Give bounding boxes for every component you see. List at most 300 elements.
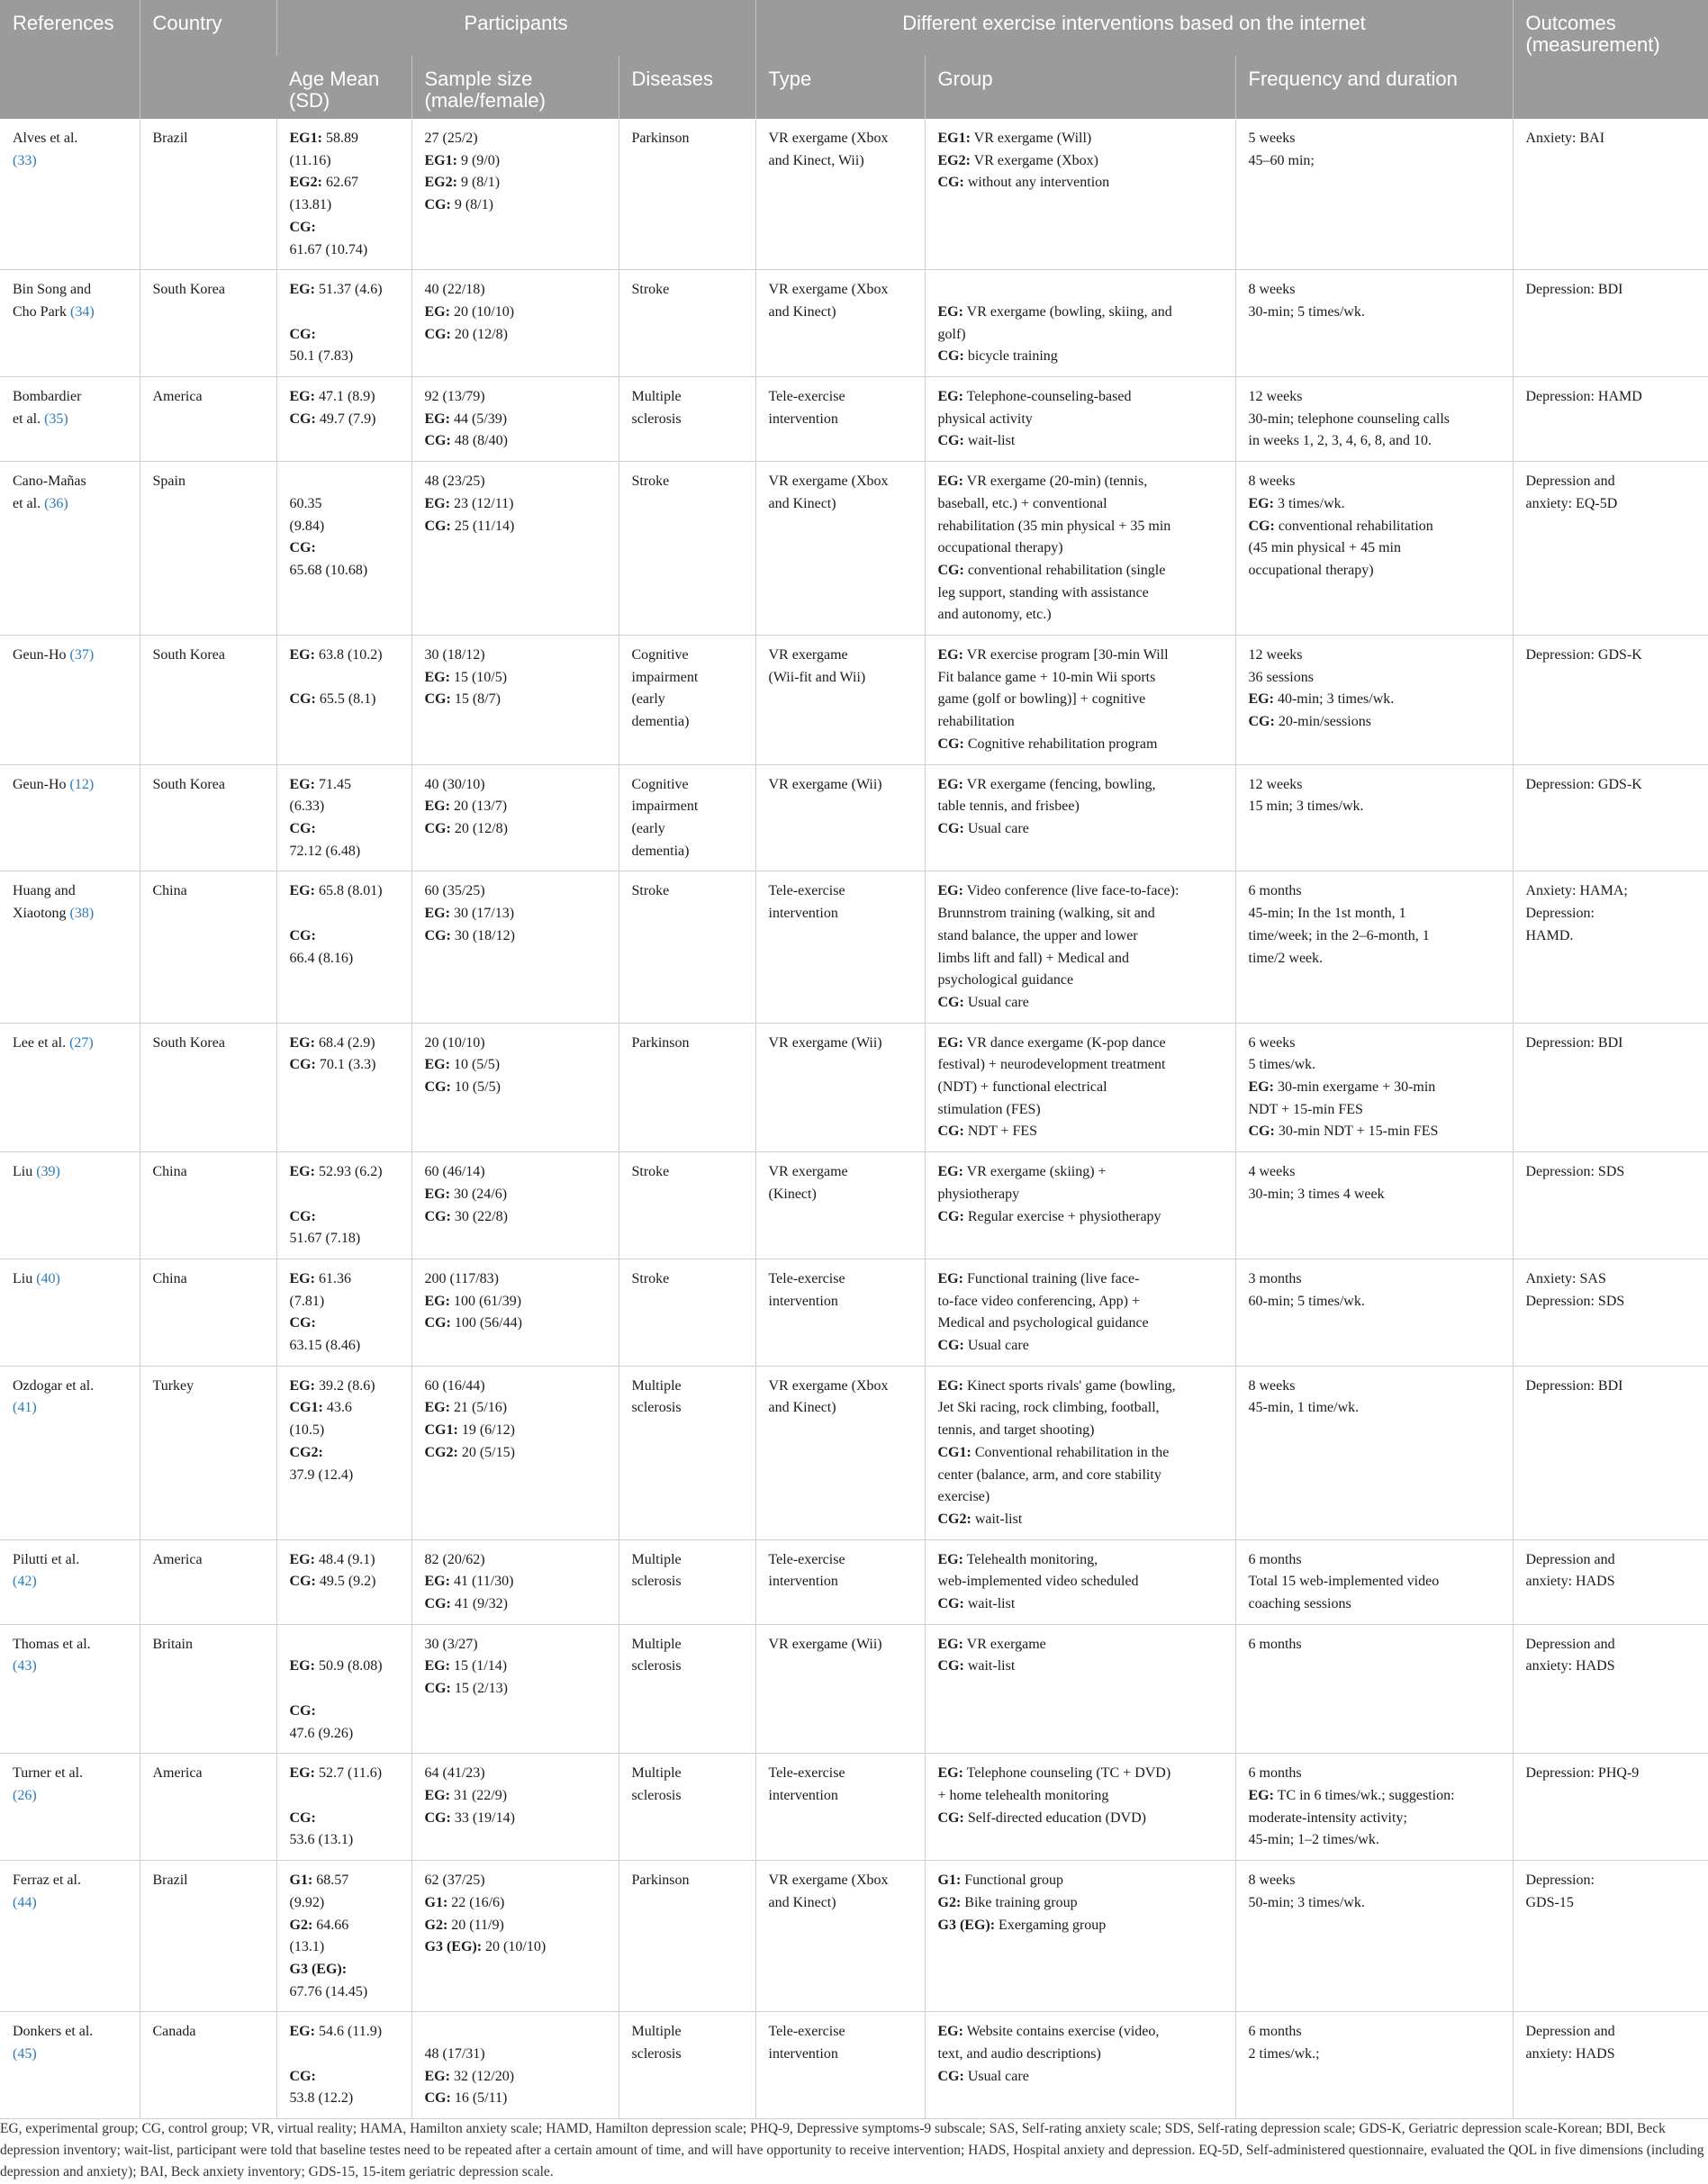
author-text: Cho Park — [13, 303, 70, 320]
intervention-type-cell — [755, 1023, 925, 1152]
group-cell-line — [938, 1892, 1223, 1915]
sample-size-cell-line — [425, 128, 606, 150]
group-cell-line — [938, 471, 1223, 493]
country-cell — [140, 2012, 276, 2119]
group-label: EG: — [424, 1293, 450, 1309]
group-cell-line — [938, 1033, 1223, 1055]
intervention-type-cell-line — [769, 128, 912, 150]
cell-value: 62.67 — [321, 175, 358, 191]
intervention-type-cell — [755, 2012, 925, 2119]
group-label: CG: — [937, 1658, 964, 1674]
citation-link[interactable]: (26) — [13, 1788, 37, 1803]
cell-value: Stroke — [631, 282, 670, 298]
reference-text — [13, 1271, 60, 1286]
frequency-cell-line — [1249, 2044, 1500, 2066]
citation-link[interactable]: (43) — [13, 1658, 37, 1674]
frequency-cell-line — [1249, 1268, 1500, 1291]
frequency-cell-line — [1249, 1549, 1500, 1572]
outcome-cell — [1513, 1152, 1708, 1259]
sample-size-cell-line — [425, 645, 606, 667]
age-cell-line — [290, 1184, 399, 1206]
cell-value: occupational therapy) — [1248, 562, 1374, 578]
country-cell-text: America — [152, 1551, 203, 1567]
cell-value: 20 (10/10) — [424, 1034, 485, 1051]
author-text: Bin Song and — [13, 282, 92, 298]
cell-value: intervention — [768, 906, 838, 922]
group-label: EG: — [289, 1034, 315, 1051]
cell-value: Multiple — [631, 2024, 682, 2040]
frequency-cell-line — [1249, 1397, 1500, 1420]
group-label: EG: — [289, 2024, 315, 2040]
citation-link[interactable]: (36) — [44, 495, 68, 511]
author-text: Alves et al. — [13, 131, 78, 146]
frequency-cell — [1235, 1023, 1513, 1152]
cell-value: 92 (13/79) — [424, 389, 485, 405]
frequency-cell-line — [1249, 645, 1500, 667]
reference-text — [13, 647, 94, 663]
cell-value: 45-min; 1–2 times/wk. — [1248, 1832, 1379, 1848]
outcome-cell-line — [1526, 1549, 1696, 1572]
cell-value: 48 (8/40) — [450, 433, 508, 449]
group-label: CG: — [937, 433, 964, 449]
age-cell — [276, 1624, 411, 1754]
cell-value: 48 (23/25) — [424, 474, 485, 490]
cell-value: + home telehealth monitoring — [937, 1788, 1109, 1803]
cell-value: Fit balance game + 10-min Wii sports — [937, 669, 1156, 685]
sample-size-cell-line — [425, 1870, 606, 1892]
cell-value: Multiple — [631, 389, 682, 405]
cell-value: 4 weeks — [1248, 1164, 1296, 1180]
cell-value: 40-min; 3 times/wk. — [1273, 691, 1395, 708]
cell-value: 50.1 (7.83) — [289, 348, 354, 365]
cell-value: 37.9 (12.4) — [289, 1467, 354, 1483]
sample-size-cell-line — [425, 818, 606, 841]
group-label: CG: — [424, 1681, 451, 1697]
cell-value: Cognitive rehabilitation program — [963, 736, 1158, 752]
age-cell-line — [290, 796, 399, 818]
cell-value: Depression and — [1525, 1551, 1615, 1567]
group-cell-line — [938, 1442, 1223, 1465]
sample-size-cell-line — [425, 386, 606, 409]
table-row — [0, 1624, 1708, 1754]
cell-value: intervention — [768, 1293, 838, 1309]
group-cell-line — [938, 430, 1223, 453]
table-row — [0, 270, 1708, 377]
group-cell-line — [938, 279, 1223, 302]
age-cell-line — [290, 1634, 399, 1656]
sample-size-cell-line — [425, 194, 606, 217]
cell-value: 49.7 (7.9) — [315, 411, 376, 427]
diseases-cell — [619, 764, 755, 871]
citation-link[interactable]: (34) — [70, 303, 95, 320]
group-label: CG: — [424, 1596, 451, 1612]
frequency-cell — [1235, 2012, 1513, 2119]
header-participants: Participants — [276, 0, 755, 56]
reference-text — [13, 282, 95, 320]
group-label: CG: — [937, 994, 964, 1010]
age-cell-line — [290, 1936, 399, 1959]
cell-value: (13.81) — [289, 197, 332, 213]
cell-value: 15 (8/7) — [450, 691, 501, 708]
cell-value: 19 (6/12) — [457, 1422, 515, 1439]
cell-value: VR exergame (20-min) (tennis, — [962, 474, 1148, 490]
sample-size-cell-line — [425, 667, 606, 690]
header-diseases: Diseases — [619, 56, 755, 119]
group-label: CG: — [424, 927, 451, 943]
group-cell — [925, 270, 1235, 377]
age-cell-line — [290, 689, 399, 711]
cell-value: impairment — [631, 669, 699, 685]
age-cell-line — [290, 1442, 399, 1465]
group-label: CG: — [424, 2090, 451, 2107]
cell-value: 47.1 (8.9) — [314, 389, 375, 405]
frequency-cell — [1235, 1259, 1513, 1366]
table-footnote: EG, experimental group; CG, control group; VR, virtual reality; HAMA, Hamilton anxiety scale; HAMD, Hamilton depression scale; PHQ-9, Depressive symptoms-9 subscale; SAS, Self-rating anxiety scale; SDS, Self-rating depression scale; GDS-K, Geriatric depression scale-Korean; BDI, Beck depression inventory; wait-list, participant were told that baseline testes need to be repeated after a certain amount of time, and will have opportunity to receive intervention; HADS, Hospital anxiety and depression. EQ-5D, Self-administered questionnaire, evaluated the QOL in five dimensions (including depression and anxiety); BAI, Beck anxiety inventory; GDS-15, 15-item geriatric depression scale. — [0, 2121, 1704, 2179]
outcome-cell — [1513, 462, 1708, 636]
group-label: EG: — [424, 1658, 450, 1674]
age-cell-line — [290, 1549, 399, 1572]
group-label: CG: — [424, 197, 451, 213]
cell-value: 100 (61/39) — [449, 1293, 522, 1309]
group-label: CG1: — [937, 1444, 971, 1460]
reference-text — [13, 1164, 60, 1179]
group-cell-line — [938, 948, 1223, 970]
sample-size-cell-line — [425, 150, 606, 173]
cell-value: Usual care — [963, 1338, 1029, 1354]
group-cell — [925, 119, 1235, 270]
intervention-type-cell-line — [769, 2044, 912, 2066]
reference-text — [13, 1552, 79, 1590]
outcome-cell-line — [1526, 386, 1696, 409]
age-cell-line — [290, 774, 399, 797]
group-label: CG: — [289, 1809, 316, 1826]
cell-value: Brunnstrom training (walking, sit and — [937, 906, 1155, 922]
cell-value: Usual care — [963, 2068, 1029, 2084]
cell-value: leg support, standing with assistance — [937, 584, 1149, 600]
group-label: CG2: — [424, 1444, 458, 1460]
age-cell-line — [290, 302, 399, 324]
cell-value: Anxiety: BAI — [1525, 131, 1605, 146]
intervention-type-cell — [755, 1624, 925, 1754]
diseases-cell-line — [632, 1397, 743, 1420]
country-cell-text: South Korea — [152, 647, 225, 663]
age-cell-line — [290, 386, 399, 409]
outcome-cell-line — [1526, 279, 1696, 302]
cell-value: VR exergame (Xbox) — [970, 152, 1098, 168]
cell-value: exercise) — [937, 1489, 990, 1505]
country-cell — [140, 377, 276, 462]
cell-value: Usual care — [963, 820, 1029, 836]
citation-link[interactable]: (33) — [13, 152, 37, 168]
outcome-cell — [1513, 2012, 1708, 2119]
frequency-cell-line — [1249, 1033, 1500, 1055]
group-label: EG: — [424, 1574, 450, 1590]
citation-link[interactable]: (41) — [13, 1400, 37, 1416]
frequency-cell — [1235, 1539, 1513, 1624]
cell-value: 2 times/wk.; — [1248, 2046, 1320, 2062]
group-label: EG: — [937, 1034, 963, 1051]
cell-value: intervention — [768, 1788, 838, 1803]
country-cell — [140, 871, 276, 1023]
intervention-type-cell-line — [769, 880, 912, 903]
intervention-type-cell-line — [769, 1184, 912, 1206]
cell-value: 51.37 (4.6) — [314, 282, 383, 298]
cell-value: 61.36 — [314, 1270, 351, 1286]
cell-value: 30 (3/27) — [424, 1636, 478, 1652]
age-cell — [276, 1152, 411, 1259]
frequency-cell — [1235, 119, 1513, 270]
table-row — [0, 1023, 1708, 1152]
group-cell — [925, 1754, 1235, 1861]
country-cell-text: China — [152, 1270, 187, 1286]
cell-value: 65.68 (10.68) — [289, 562, 368, 578]
group-label: EG: — [289, 389, 315, 405]
outcome-cell-line — [1526, 493, 1696, 516]
group-label: EG: — [937, 647, 963, 663]
cell-value: (Wii-fit and Wii) — [768, 669, 866, 685]
cell-value: sclerosis — [631, 2046, 682, 2062]
frequency-cell-line — [1249, 1376, 1500, 1398]
group-label: CG: — [1248, 714, 1275, 730]
sample-size-cell-line — [425, 1785, 606, 1808]
cell-value: table tennis, and frisbee) — [937, 799, 1080, 815]
sample-size-cell-line — [425, 471, 606, 493]
reference-text — [13, 2024, 93, 2062]
intervention-type-cell-line — [769, 302, 912, 324]
cell-value: 30 (24/6) — [449, 1186, 508, 1202]
author-text: Geun-Ho — [13, 647, 70, 663]
group-label: G1: — [937, 1873, 962, 1889]
citation-link[interactable]: (35) — [44, 411, 68, 427]
age-cell-line — [290, 1033, 399, 1055]
cell-value: Anxiety: SAS — [1525, 1270, 1606, 1286]
group-label: CG: — [937, 175, 964, 191]
cell-value: festival) + neurodevelopment treatment — [937, 1057, 1166, 1073]
group-label: G2: — [937, 1894, 962, 1910]
age-cell-line — [290, 150, 399, 173]
sample-size-cell-line — [425, 2021, 606, 2044]
frequency-cell-line — [1249, 279, 1500, 302]
group-label: EG: — [289, 776, 315, 792]
cell-value: 15 (10/5) — [449, 669, 508, 685]
group-cell-line — [938, 1121, 1223, 1143]
group-label: CG: — [424, 1208, 451, 1224]
cell-value: Parkinson — [631, 131, 690, 146]
diseases-cell — [619, 1861, 755, 2012]
cell-value: 6 months — [1248, 1765, 1302, 1782]
cell-value: psychological guidance — [937, 972, 1074, 988]
diseases-cell — [619, 871, 755, 1023]
age-cell — [276, 636, 411, 765]
cell-value: 66.4 (8.16) — [289, 950, 354, 966]
sample-size-cell-line — [425, 1420, 606, 1442]
cell-value: Kinect sports rivals' game (bowling, — [962, 1377, 1176, 1394]
cell-value: 41 (9/32) — [450, 1596, 508, 1612]
diseases-cell-line — [632, 1571, 743, 1593]
cell-value: 45–60 min; — [1248, 152, 1315, 168]
sample-size-cell-line — [425, 1268, 606, 1291]
diseases-cell-line — [632, 1268, 743, 1291]
sample-size-cell-line — [425, 1184, 606, 1206]
group-cell-line — [938, 1465, 1223, 1487]
cell-value: VR exergame (Wii) — [768, 776, 882, 792]
citation-link[interactable]: (39) — [36, 1164, 60, 1180]
group-cell-line — [938, 2044, 1223, 2066]
reference-cell — [0, 270, 140, 377]
group-cell-line — [938, 992, 1223, 1015]
citation-link[interactable]: (38) — [69, 906, 95, 922]
group-cell-line — [938, 1785, 1223, 1808]
group-label: CG1: — [424, 1422, 458, 1439]
group-label: CG: — [424, 433, 451, 449]
cell-value: 53.8 (12.2) — [289, 2090, 354, 2107]
cell-value: 6 months — [1248, 2024, 1302, 2040]
cell-value: 53.6 (13.1) — [289, 1832, 354, 1848]
cell-value: 36 sessions — [1248, 669, 1314, 685]
table-row — [0, 2012, 1708, 2119]
group-label: EG: — [937, 1164, 963, 1180]
table-row — [0, 1539, 1708, 1624]
cell-value: (9.84) — [289, 518, 325, 534]
group-cell — [925, 764, 1235, 871]
citation-link[interactable]: (45) — [13, 2046, 37, 2062]
cell-value: Depression: BDI — [1525, 1034, 1623, 1051]
age-cell — [276, 1861, 411, 2012]
group-label: CG: — [424, 1315, 451, 1331]
cell-value: VR exergame (Xbox — [768, 282, 889, 298]
age-cell-line — [290, 194, 399, 217]
sample-size-cell — [411, 1624, 619, 1754]
cell-value: golf) — [937, 326, 966, 342]
cell-value: 20 (10/10) — [449, 303, 515, 320]
sample-size-cell — [411, 2012, 619, 2119]
outcome-cell-line — [1526, 471, 1696, 493]
cell-value: VR exergame (fencing, bowling, — [962, 776, 1156, 792]
citation-link[interactable]: (12) — [69, 776, 95, 792]
cell-value: 60.35 — [289, 495, 322, 511]
cell-value: Multiple — [631, 1765, 682, 1782]
group-cell-line — [938, 796, 1223, 818]
group-label: CG: — [937, 562, 964, 578]
cell-value: Depression: BDI — [1525, 282, 1623, 298]
cell-value: 65.8 (8.01) — [314, 883, 383, 899]
cell-value: VR exercise program [30-min Will — [962, 647, 1169, 663]
cell-value: 60 (35/25) — [424, 883, 485, 899]
age-cell — [276, 462, 411, 636]
age-cell-line — [290, 1054, 399, 1077]
age-cell-line — [290, 217, 399, 239]
frequency-cell — [1235, 377, 1513, 462]
reference-cell — [0, 764, 140, 871]
group-cell — [925, 1624, 1235, 1754]
header-outcomes: Outcomes (measurement) — [1513, 0, 1708, 119]
sample-size-cell-line — [425, 1892, 606, 1915]
group-cell-line — [938, 1161, 1223, 1184]
author-text: Ferraz et al. — [13, 1873, 81, 1889]
intervention-type-cell — [755, 270, 925, 377]
table-row — [0, 636, 1708, 765]
reference-text — [13, 777, 94, 792]
frequency-cell-line — [1249, 1892, 1500, 1915]
reference-cell — [0, 1624, 140, 1754]
cell-value: in weeks 1, 2, 3, 4, 6, 8, and 10. — [1248, 433, 1432, 449]
diseases-cell — [619, 636, 755, 765]
cell-value: Telephone counseling (TC + DVD) — [962, 1765, 1171, 1782]
citation-link[interactable]: (44) — [13, 1894, 37, 1910]
cell-value: 6 months — [1248, 1551, 1302, 1567]
intervention-type-cell-line — [769, 1549, 912, 1572]
group-label: EG: — [289, 883, 315, 899]
cell-value: 67.76 (14.45) — [289, 1983, 368, 1999]
diseases-cell-line — [632, 471, 743, 493]
age-cell-line — [290, 948, 399, 970]
group-cell — [925, 377, 1235, 462]
group-label: EG: — [1248, 691, 1274, 708]
age-cell-line — [290, 239, 399, 262]
cell-value: to-face video conferencing, App) + — [937, 1293, 1140, 1309]
intervention-type-cell-line — [769, 2021, 912, 2044]
diseases-cell-line — [632, 645, 743, 667]
author-text: et al. — [13, 495, 45, 511]
intervention-type-cell — [755, 1539, 925, 1624]
header-age: Age Mean (SD) — [276, 56, 411, 119]
group-label: CG: — [424, 326, 451, 342]
cell-value: 30-min NDT + 15-min FES — [1274, 1124, 1439, 1140]
cell-value: NDT + 15-min FES — [1248, 1101, 1363, 1117]
frequency-cell — [1235, 1754, 1513, 1861]
age-cell-line — [290, 1981, 399, 2004]
outcome-cell-line — [1526, 880, 1696, 903]
cell-value: (11.16) — [289, 152, 331, 168]
sample-size-cell-line — [425, 1376, 606, 1398]
cell-value: tennis, and target shooting) — [937, 1422, 1095, 1439]
age-cell-line — [290, 1397, 399, 1420]
group-label: EG: — [289, 1658, 315, 1674]
table-row — [0, 377, 1708, 462]
intervention-type-cell-line — [769, 1376, 912, 1398]
citation-link[interactable]: (37) — [69, 647, 95, 663]
cell-value: dementia) — [631, 714, 690, 730]
cell-value: wait-list — [963, 433, 1016, 449]
citation-link[interactable]: (40) — [36, 1270, 60, 1286]
citation-link[interactable]: (27) — [69, 1034, 94, 1051]
citation-link[interactable]: (42) — [13, 1574, 37, 1590]
diseases-cell-line — [632, 774, 743, 797]
cell-value: sclerosis — [631, 1574, 682, 1590]
age-cell — [276, 119, 411, 270]
country-cell — [140, 1366, 276, 1539]
cell-value: VR exergame (Xbox — [768, 474, 889, 490]
author-text: Bombardier — [13, 389, 82, 405]
age-cell-line — [290, 1420, 399, 1442]
cell-value: Multiple — [631, 1377, 682, 1394]
cell-value: 30-min; telephone counseling calls — [1248, 411, 1450, 427]
cell-value: 65.5 (8.1) — [315, 691, 376, 708]
cell-value: 40 (30/10) — [424, 776, 485, 792]
age-cell-line — [290, 818, 399, 841]
cell-value: 12 weeks — [1248, 776, 1303, 792]
cell-value: 40 (22/18) — [424, 282, 485, 298]
age-cell-line — [290, 1376, 399, 1398]
reference-text — [13, 1765, 83, 1803]
group-label: G3 (EG): — [937, 1917, 996, 1933]
frequency-cell — [1235, 1152, 1513, 1259]
country-cell-text: China — [152, 1164, 187, 1180]
cell-value: 6 weeks — [1248, 1034, 1296, 1051]
cell-value: 10 (5/5) — [449, 1057, 501, 1073]
diseases-cell-line — [632, 128, 743, 150]
cell-value: and autonomy, etc.) — [937, 607, 1052, 623]
